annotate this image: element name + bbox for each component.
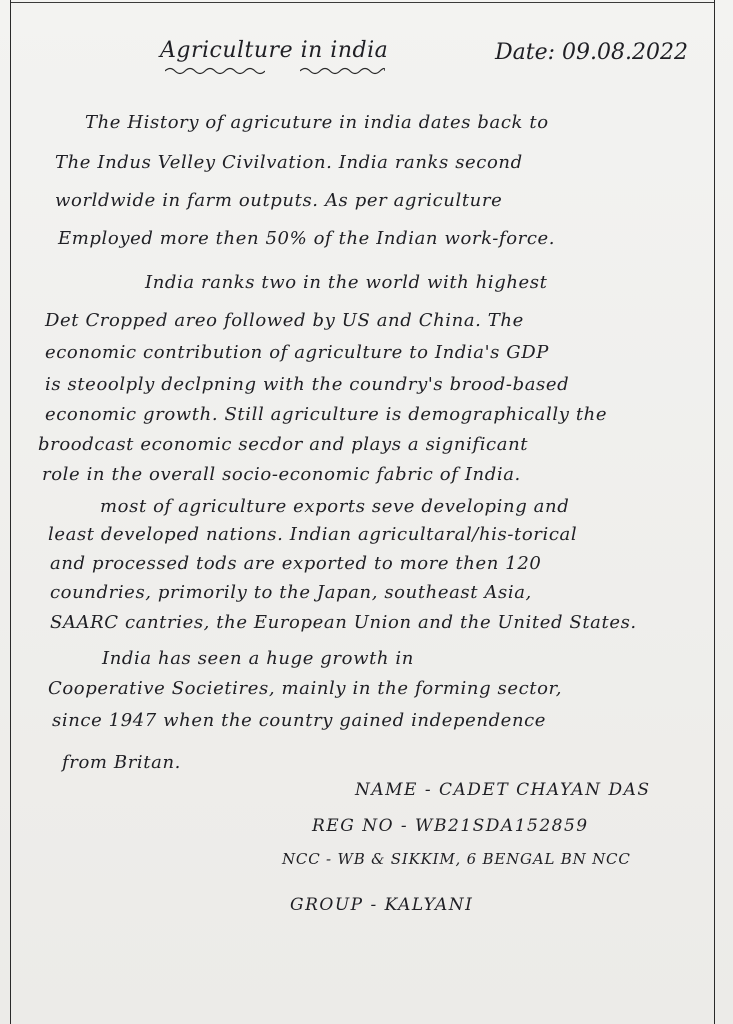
paragraph-2-line-1: India ranks two in the world with highest (145, 272, 548, 293)
paragraph-3-line-1: most of agriculture exports seve developing and (100, 496, 570, 517)
paragraph-2-line-6: broodcast economic secdor and plays a significant (38, 434, 529, 455)
signature-name: NAME - CADET CHAYAN DAS (355, 780, 651, 800)
heading-underline-left (165, 66, 265, 76)
paragraph-2-line-3: economic contribution of agriculture to India's GDP (45, 342, 549, 363)
paragraph-2-line-7: role in the overall socio-economic fabric of India. (42, 464, 521, 485)
paragraph-4-line-1: India has seen a huge growth in (102, 648, 414, 669)
paragraph-4-line-4: from Britan. (62, 752, 181, 773)
right-margin-line (714, 0, 715, 1024)
page-heading: Agriculture in india (160, 38, 389, 63)
signature-reg-no: REG NO - WB21SDA152859 (312, 816, 589, 836)
heading-underline-right (300, 66, 385, 76)
paragraph-1-line-1: The History of agricuture in india dates back to (85, 112, 549, 133)
paragraph-1-line-2: The Indus Velley Civilvation. India ranks second (55, 152, 523, 173)
paragraph-1-line-4: Employed more then 50% of the Indian work-force. (58, 228, 556, 249)
paragraph-3-line-3: and processed tods are exported to more then 120 (50, 553, 542, 574)
paragraph-4-line-2: Cooperative Societires, mainly in the forming sector, (48, 678, 563, 699)
paragraph-3-line-2: least developed nations. Indian agricultaral/his-torical (48, 524, 578, 545)
paragraph-3-line-5: SAARC cantries, the European Union and the United States. (50, 612, 637, 633)
paragraph-4-line-3: since 1947 when the country gained independence (52, 710, 547, 731)
left-margin-line (10, 0, 11, 1024)
paragraph-1-line-3: worldwide in farm outputs. As per agriculture (55, 190, 503, 211)
paragraph-2-line-2: Det Cropped areo followed by US and China. The (45, 310, 524, 331)
paragraph-2-line-5: economic growth. Still agriculture is demographically the (45, 404, 608, 425)
paragraph-2-line-4: is steoolply declpning with the coundry's brood-based (45, 374, 570, 395)
signature-group: GROUP - KALYANI (290, 895, 474, 915)
paragraph-3-line-4: coundries, primorily to the Japan, southeast Asia, (50, 582, 532, 603)
date-label: Date: 09.08.2022 (495, 40, 688, 65)
signature-ncc-unit: NCC - WB & SIKKIM, 6 BENGAL BN NCC (282, 850, 631, 868)
top-margin-line (10, 2, 715, 3)
